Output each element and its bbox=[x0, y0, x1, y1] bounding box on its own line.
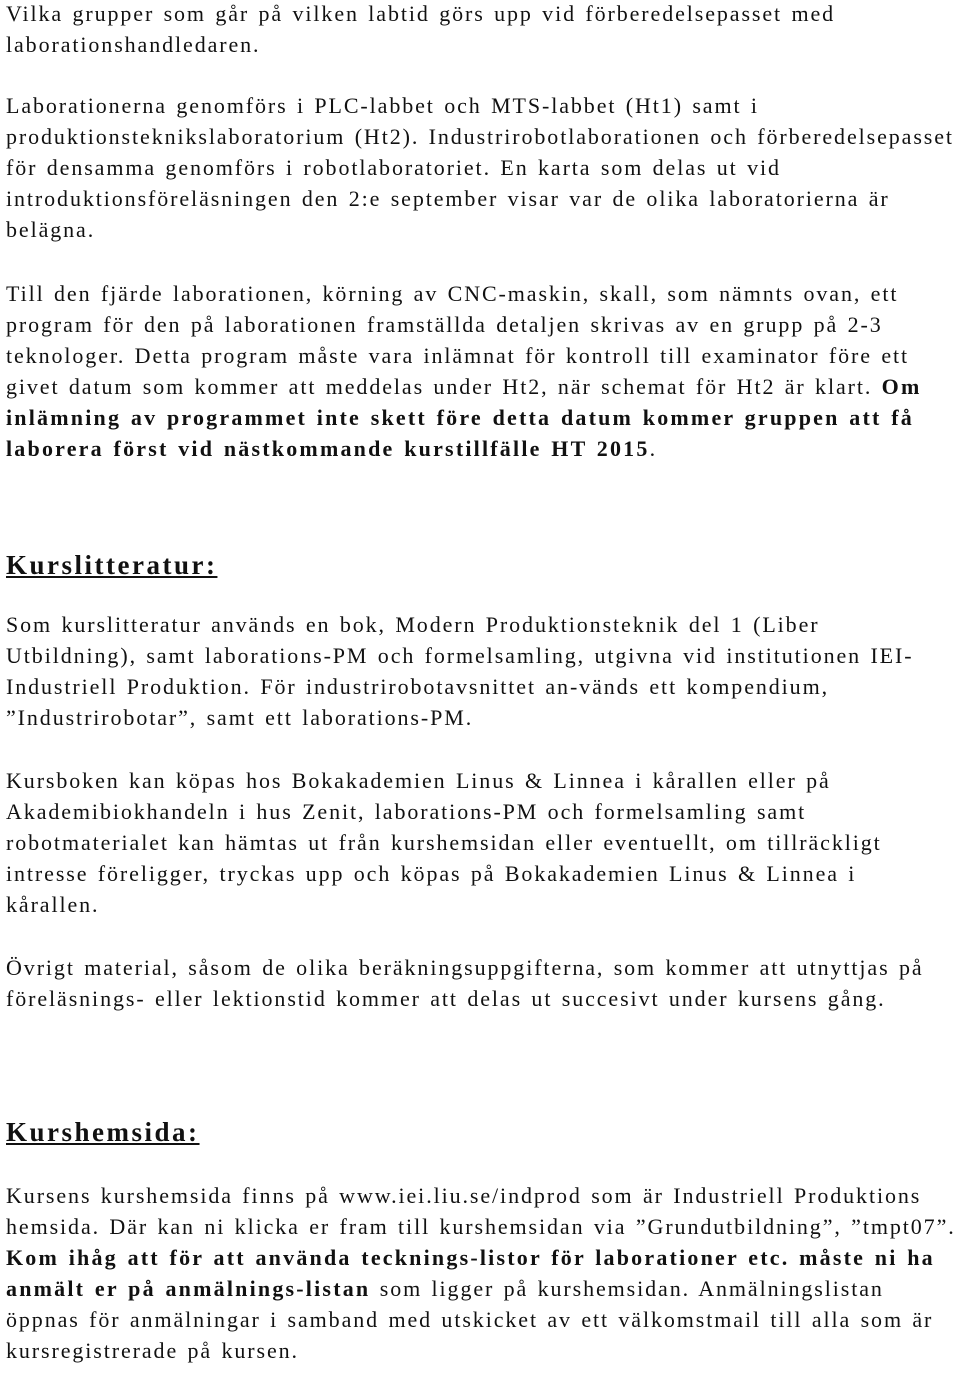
heading-kurshemsida: Kurshemsida: bbox=[6, 1117, 200, 1147]
heading-kurslitteratur: Kurslitteratur: bbox=[6, 550, 218, 580]
paragraph-cnc-program bbox=[6, 278, 956, 464]
paragraph-other-material: Övrigt material, såsom de olika beräkningsuppgifterna, som kommer att utnyttjas på föreläsnings- eller lektionstid kommer att delas ut succesivt under kursens gång. bbox=[6, 955, 924, 1011]
paragraph-course-website bbox=[6, 1180, 956, 1366]
registration-reminder: Kom ihåg att för att använda tecknings-listor för laborationer etc. måste ni ha anmält er på anmälnings-listan bbox=[6, 1245, 935, 1301]
cnc-deadline-warning: Om inlämning av programmet inte skett före detta datum kommer gruppen att få laborera först vid nästkommande kurstillfälle HT 2015 bbox=[6, 374, 922, 461]
paragraph-lab-groups: Vilka grupper som går på vilken labtid görs upp vid förberedelsepasset med laborationshandledaren. bbox=[6, 1, 836, 57]
website-text-end: som ligger på kurshemsidan. Anmälningslistan öppnas för anmälningar i samband med utskicket av ett välkomstmail till alla som är kursregistrerade på kursen. bbox=[6, 1276, 934, 1363]
paragraph-lab-locations: Laborationerna genomförs i PLC-labbet och MTS-labbet (Ht1) samt i produktionsteknikslaboratorium (Ht2). Industrirobotlaborationen och förberedelsepasset för densamma genomförs i robotlaboratoriet. En karta som delas ut vid introduktionsföreläsningen den 2:e september visar var de olika laboratorierna är belägna. bbox=[6, 93, 954, 242]
cnc-program-text: Till den fjärde laborationen, körning av CNC-maskin, skall, som nämnts ovan, ett program för den på laborationen framställda detaljen skrivas av en grupp på 2-3 teknologer. Detta program måste vara inlämnat för kontroll till examinator före ett givet datum som kommer att meddelas under Ht2, när schemat för Ht2 är klart. bbox=[6, 281, 910, 399]
paragraph-book-purchase: Kursboken kan köpas hos Bokakademien Linus & Linnea i kårallen eller på Akademibiokhandeln i hus Zenit, laborations-PM och formelsamling samt robotmaterialet kan hämtas ut från kurshemsidan eller eventuellt, om tillräckligt intresse föreligger, tryckas upp och köpas på Bokakademien Linus & Linnea i kårallen. bbox=[6, 768, 882, 917]
paragraph-course-books: Som kurslitteratur används en bok, Modern Produktionsteknik del 1 (Liber Utbildning), samt laborations-PM och formelsamling, utgivna vid institutionen IEI-Industriell Produktion. För industrirobotavsnittet an-vänds ett kompendium, ”Industrirobotar”, samt ett laborations-PM. bbox=[6, 612, 914, 730]
cnc-program-end: . bbox=[649, 436, 657, 461]
website-text: Kursens kurshemsida finns på www.iei.liu.se/indprod som är Industriell Produktions hemsida. Där kan ni klicka er fram till kurshemsidan via ”Grundutbildning”, ”tmpt07”. bbox=[6, 1183, 956, 1239]
